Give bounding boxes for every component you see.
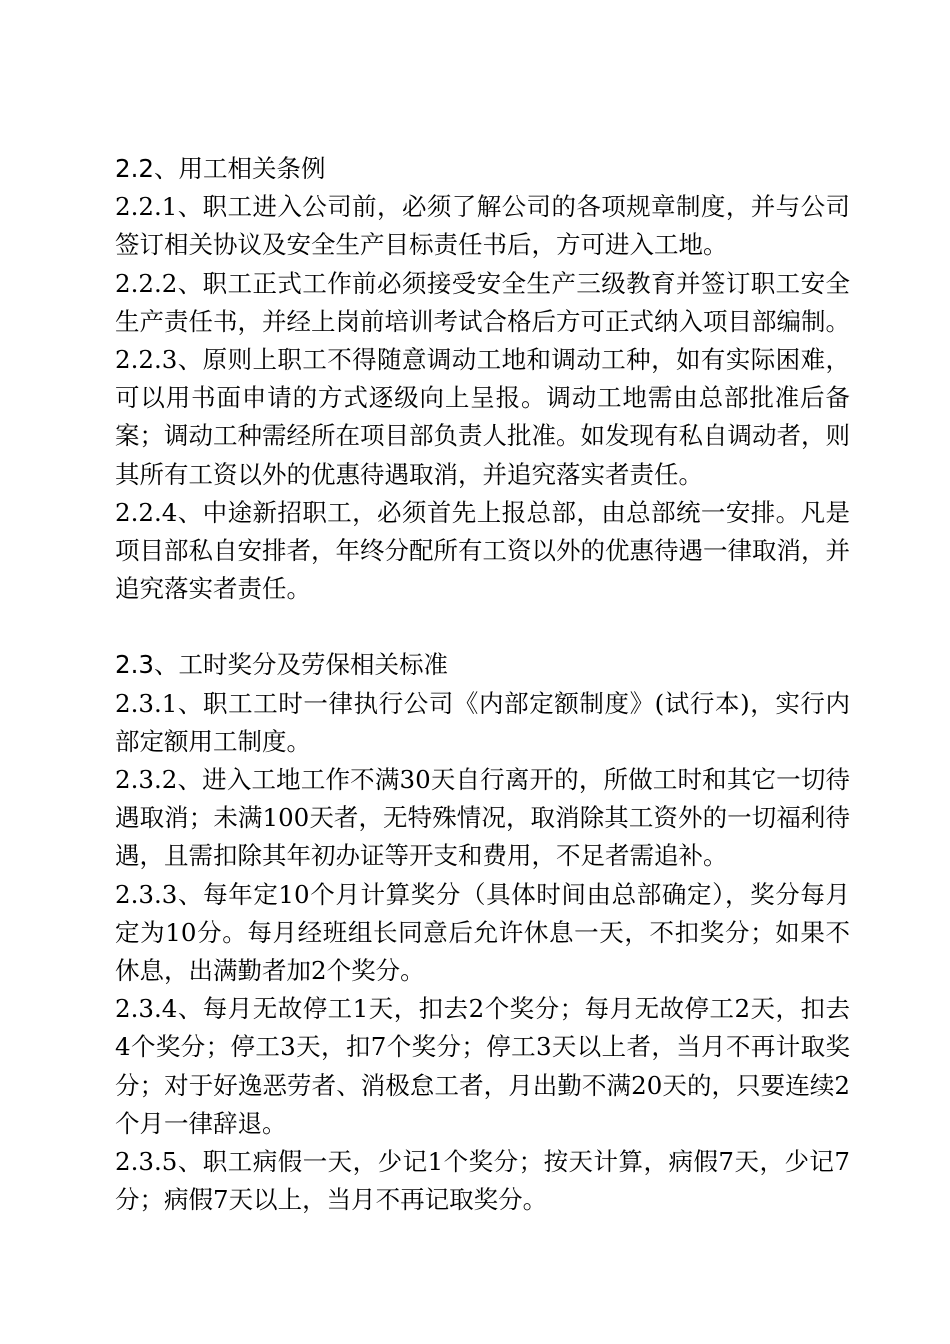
paragraph-2-3-4: 2.3.4、每月无故停工1天，扣去2个奖分；每月无故停工2天，扣去4个奖分；停工3天，扣7个奖分；停工3天以上者，当月不再计取奖分；对于好逸恶劳者、消极怠工者，月出勤不满20天的，只要连续2个月一律辞退。 (115, 994, 850, 1138)
paragraph-2-3-5: 2.3.5、职工病假一天，少记1个奖分；按天计算，病假7天，少记7分；病假7天以上，当月不再记取奖分。 (115, 1147, 850, 1215)
paragraph-2-2-2: 2.2.2、职工正式工作前必须接受安全生产三级教育并签订职工安全生产责任书，并经上岗前培训考试合格后方可正式纳入项目部编制。 (115, 268, 850, 336)
paragraph-2-3-2: 2.3.2、进入工地工作不满30天自行离开的，所做工时和其它一切待遇取消；未满100天者，无特殊情况，取消除其工资外的一切福利待遇，且需扣除其年初办证等开支和费用，不足者需追补。 (115, 765, 850, 871)
paragraph-2-2-1: 2.2.1、职工进入公司前，必须了解公司的各项规章制度，并与公司签订相关协议及安全生产目标责任书后，方可进入工地。 (115, 192, 850, 260)
section-heading: 2.2、用工相关条例 (115, 154, 326, 183)
section-heading: 2.3、工时奖分及劳保相关标准 (115, 650, 448, 680)
document-page (115, 150, 850, 1219)
paragraph-2-3-3: 2.3.3、每年定10个月计算奖分（具体时间由总部确定），奖分每月定为10分。每月经班组长同意后允许休息一天，不扣奖分；如果不休息，出满勤者加2个奖分。 (115, 879, 850, 986)
paragraph-2-2-3: 2.2.3、原则上职工不得随意调动工地和调动工种，如有实际困难，可以用书面申请的方式逐级向上呈报。调动工地需由总部批准后备案；调动工种需经所在项目部负责人批准。如发现有私自调动者，则其所有工资以外的优惠待遇取消，并追究落实者责任。 (115, 345, 850, 489)
paragraph-2-3-1: 2.3.1、职工工时一律执行公司《内部定额制度》(试行本)，实行内部定额用工制度。 (115, 688, 850, 756)
section-2-3 (115, 646, 850, 1219)
paragraph-2-2-4: 2.2.4、中途新招职工，必须首先上报总部，由总部统一安排。凡是项目部私自安排者，年终分配所有工资以外的优惠待遇一律取消，并追究落实者责任。 (115, 497, 850, 604)
section-2-2 (115, 150, 850, 608)
